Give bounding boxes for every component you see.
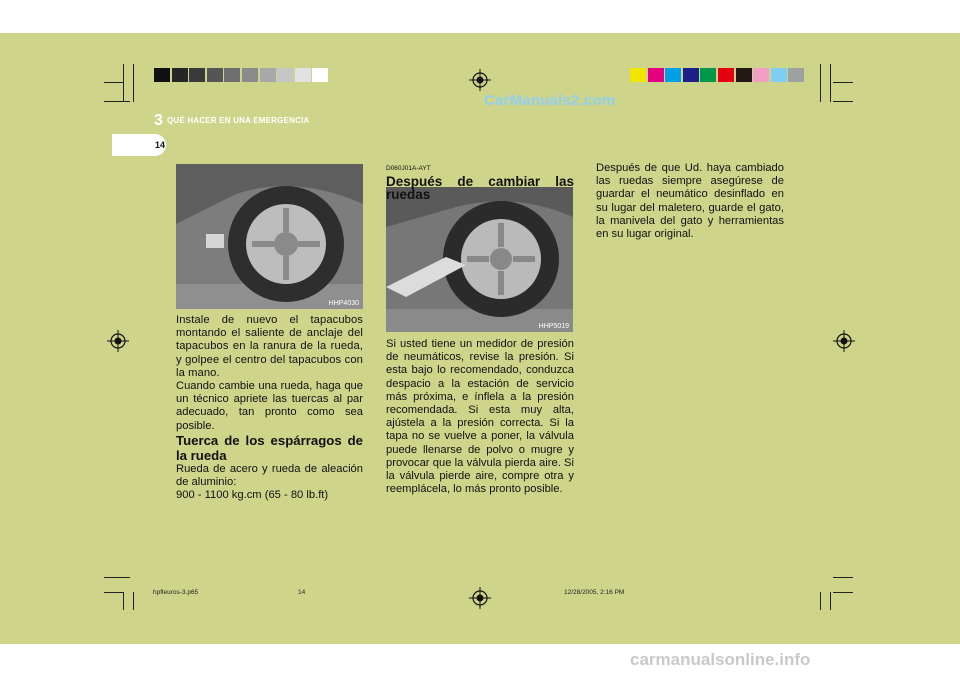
section-heading: Después de cambiar las ruedas: [386, 174, 574, 203]
crop-mark: [104, 82, 124, 83]
registration-mark-icon: [107, 330, 129, 352]
paragraph: Si usted tiene un medidor de presión de neumáticos, revise la presión. Si esta bajo lo recomendado, conduzca despacio a la estación de servicio más próxima, e ínflela a la presión recomendada. Si esta muy alta, ajústela a la presión correcta. Si la tapa no se vuelve a poner, la válvula puede llenarse de polvo o mugre y provocar que la válvula pierda aire. Si la válvula pierde aire, compre otra y reemplácela, lo más pronto posible.: [386, 338, 574, 496]
paragraph: Cuando cambie una rueda, haga que un técnico apriete las tuercas al par adecuado, tan pronto como sea posible.: [176, 380, 363, 432]
figure-label: HHP5019: [538, 323, 569, 330]
figure-hubcap-photo: [176, 164, 363, 309]
section-title: QUÉ HACER EN UNA EMERGENCIA: [167, 116, 310, 125]
reference-code: D060J01A-AYT: [386, 165, 431, 172]
crop-mark: [833, 577, 853, 578]
color-swatch: [189, 68, 205, 82]
registration-mark-icon: [833, 330, 855, 352]
color-swatch-bar: [630, 68, 806, 82]
registration-mark-icon: [469, 587, 491, 609]
crop-mark: [104, 101, 130, 102]
color-swatch: [224, 68, 240, 82]
column-left: [176, 314, 363, 502]
paragraph: 900 - 1100 kg.cm (65 - 80 lb.ft): [176, 489, 329, 502]
color-swatch: [277, 68, 293, 82]
color-swatch: [648, 68, 664, 82]
figure-jack-photo: [386, 187, 573, 332]
color-swatch: [718, 68, 734, 82]
paragraph: Rueda de acero y rueda de aleación de aluminio:: [176, 462, 363, 489]
subheading: Tuerca de los espárragos de la rueda: [176, 432, 363, 463]
crop-mark: [104, 592, 124, 593]
crop-mark: [830, 592, 831, 610]
crop-mark: [123, 64, 124, 102]
column-middle-body: [386, 338, 574, 496]
page-number: 14: [155, 140, 166, 150]
color-swatch: [683, 68, 699, 82]
grayscale-swatch-bar: [154, 68, 330, 82]
registration-mark-icon: [469, 69, 491, 91]
crop-mark: [830, 64, 831, 102]
footer-timestamp: 12/28/2005, 2:16 PM: [564, 589, 625, 596]
color-swatch: [295, 68, 311, 82]
crop-mark: [820, 592, 821, 610]
figure-label: HHP4030: [328, 300, 359, 307]
crop-mark: [820, 64, 821, 102]
color-swatch: [630, 68, 646, 82]
color-swatch: [260, 68, 276, 82]
crop-mark: [133, 592, 134, 610]
crop-mark: [833, 101, 853, 102]
paragraph: Instale de nuevo el tapacubos montando el saliente de anclaje del tapacubos en la ranura de la rueda, y golpee el centro del tapacubos con la mano.: [176, 314, 363, 379]
color-swatch: [172, 68, 188, 82]
crop-mark: [133, 64, 134, 102]
color-swatch: [207, 68, 223, 82]
color-swatch: [154, 68, 170, 82]
color-swatch: [736, 68, 752, 82]
color-swatch: [788, 68, 804, 82]
paragraph: Después de que Ud. haya cambiado las ruedas siempre asegúrese de guardar el neumático desinflado en su lugar del maletero, guarde el gato, la manivela del gato y herramientas en su lugar original.: [596, 162, 784, 241]
color-swatch: [242, 68, 258, 82]
color-swatch: [771, 68, 787, 82]
footer-page: 14: [298, 589, 306, 596]
watermark-link[interactable]: CarManuals2.com: [484, 92, 616, 109]
wheel-illustration: [176, 164, 363, 309]
color-swatch: [665, 68, 681, 82]
jack-illustration: [386, 187, 573, 332]
section-number: 3: [154, 112, 163, 129]
column-right: [596, 162, 784, 241]
color-swatch: [312, 68, 328, 82]
color-swatch: [753, 68, 769, 82]
footer-filename: hpfleuros-3.p65: [153, 589, 199, 596]
color-swatch: [700, 68, 716, 82]
crop-mark: [833, 82, 853, 83]
crop-mark: [104, 577, 130, 578]
crop-mark: [833, 592, 853, 593]
column-middle: [386, 162, 574, 202]
crop-mark: [123, 592, 124, 610]
bottom-watermark: carmanualsonline.info: [630, 650, 811, 669]
